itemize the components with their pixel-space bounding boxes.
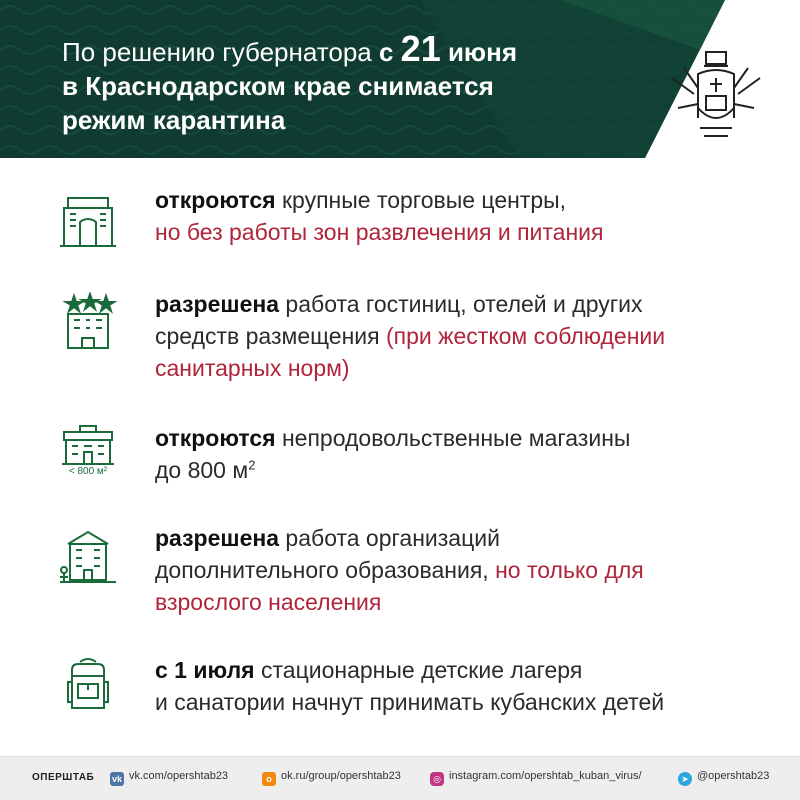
item-text (155, 184, 755, 248)
item-text (155, 522, 755, 618)
item-normal-2: и санатории начнут принимать кубанских детей (155, 689, 665, 715)
telegram-icon: ➤ (678, 772, 692, 786)
backpack-icon (58, 654, 118, 714)
instagram-link[interactable] (430, 770, 642, 786)
item-normal: стационарные детские лагеря (254, 657, 583, 683)
item-normal-2: дополнительного образования, (155, 557, 496, 583)
item-bold: разрешена (155, 525, 280, 551)
title-date-number: 21 (400, 28, 441, 69)
item-note: (при жестком соблюдении (385, 323, 666, 349)
ok-link[interactable] (262, 770, 401, 786)
telegram-link[interactable] (678, 770, 769, 786)
title-regular: По решению губернатора (62, 37, 379, 67)
instagram-icon: ◎ (430, 772, 444, 786)
header-title (62, 28, 582, 137)
item-note-2: взрослого населения (155, 589, 382, 615)
item-text (155, 654, 755, 718)
item-normal-2: средств размещения (155, 323, 386, 349)
store-area-caption: < 800 м² (68, 466, 108, 477)
title-date-prefix: с (378, 37, 401, 67)
item-normal: крупные торговые центры, (275, 187, 567, 213)
item-bold: откроются (155, 425, 276, 451)
item-bold: разрешена (155, 291, 280, 317)
vk-link[interactable] (110, 770, 228, 786)
item-normal: работа организаций (279, 525, 500, 551)
item-text (155, 288, 755, 384)
item-normal: работа гостиниц, отелей и других (279, 291, 643, 317)
item-superscript: 2 (248, 457, 256, 473)
title-line-2: в Краснодарском крае снимается (62, 71, 494, 101)
item-normal: непродовольственные магазины (275, 425, 631, 451)
item-note: но без работы зон развлечения и питания (155, 219, 604, 245)
ok-link-text: ok.ru/group/opershtab23 (281, 770, 401, 782)
title-line-3: режим карантина (62, 105, 286, 135)
item-note: но только для (495, 557, 644, 583)
education-building-icon (58, 526, 118, 586)
vk-icon: vk (111, 774, 122, 784)
instagram-link-text: instagram.com/opershtab_kuban_virus/ (449, 770, 642, 782)
item-bold: откроются (155, 187, 276, 213)
footer-brand: ОПЕРШТАБ (32, 772, 95, 783)
title-date-month: июня (440, 37, 518, 67)
ok-icon: o (262, 772, 276, 786)
item-normal-2: до 800 м (155, 457, 249, 483)
item-text (155, 422, 755, 486)
item-bold: с 1 июля (155, 657, 255, 683)
footer-bar (0, 756, 800, 800)
item-note-2: санитарных норм) (155, 355, 350, 381)
coat-of-arms-icon (664, 48, 768, 148)
header-banner (0, 0, 800, 158)
shopping-center-icon (58, 190, 118, 250)
hotel-icon (58, 292, 118, 352)
vk-link-text: vk.com/opershtab23 (129, 770, 229, 782)
telegram-link-text: @opershtab23 (697, 770, 770, 782)
